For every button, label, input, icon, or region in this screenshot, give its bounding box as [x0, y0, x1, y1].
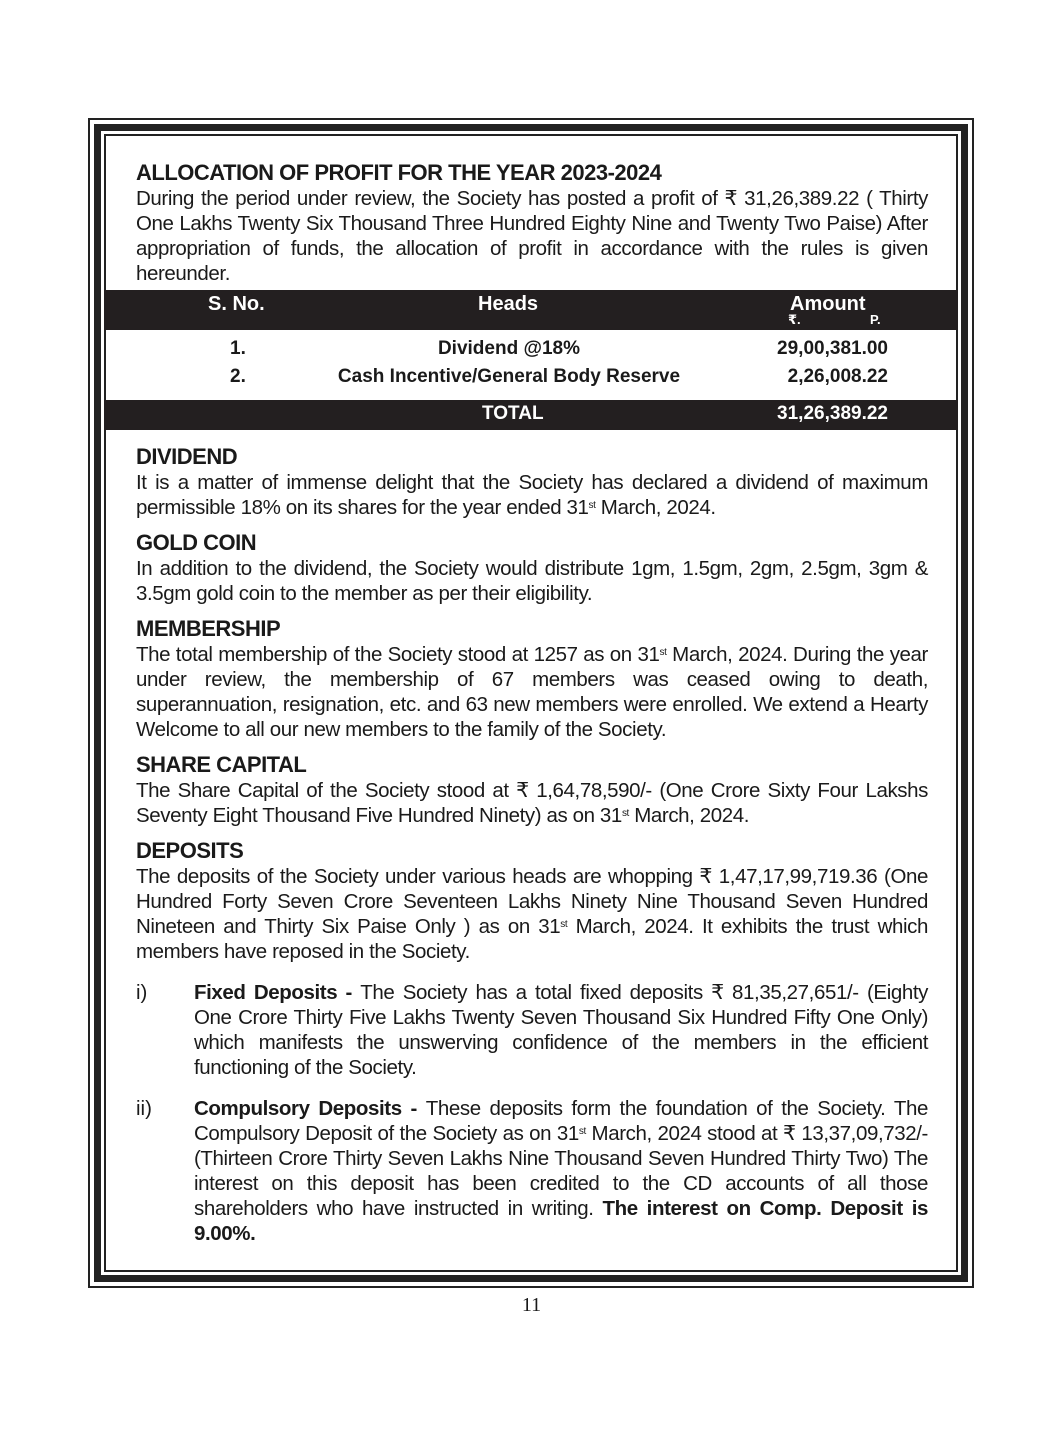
share-capital-text [136, 778, 928, 828]
deposits-text-a: The deposits of the Society under various heads are whopping ₹ 1,47,17,99,719.36 (One Hundred Forty Seven Crore Seventeen Lakhs Ninety Nine Thousand Seven Hundred Nineteen and Thirty Six Paise Only ) as on 31 [136, 865, 928, 938]
row-head: Dividend @18% [437, 338, 581, 359]
share-capital-sup: st [621, 808, 629, 819]
header-rupee: ₹. [788, 312, 801, 327]
share-capital-section [136, 752, 928, 828]
dividend-text [136, 470, 928, 520]
dividend-section [136, 444, 928, 520]
table-row [104, 338, 958, 366]
deposits-sup: st [560, 919, 568, 930]
compulsory-deposits-label: Compulsory Deposits - [194, 1097, 426, 1120]
page-content [136, 160, 928, 1246]
gold-coin-text: In addition to the dividend, the Society would distribute 1gm, 1.5gm, 2gm, 2.5gm, 3gm & 3.5gm gold coin to the member as per their eligibility. [136, 557, 928, 605]
share-capital-title: SHARE CAPITAL [136, 752, 307, 777]
total-amount: 31,26,389.22 [777, 403, 888, 424]
allocation-text: During the period under review, the Society has posted a profit of ₹ 31,26,389.22 ( Thirty One Lakhs Twenty Six Thousand Three Hundred Eighty Nine and Twenty Two Paise) After appropriation of funds, the allocation of profit in accordance with the rules is given hereunder. [136, 187, 928, 285]
membership-text-a: The total membership of the Society stood at 1257 as on 31 [136, 643, 660, 666]
fixed-deposits-label: Fixed Deposits - [194, 981, 361, 1004]
dividend-title: DIVIDEND [136, 444, 238, 469]
header-amount: Amount [790, 293, 866, 315]
share-capital-text-a: The Share Capital of the Society stood at ₹ 1,64,78,590/- (One Crore Sixty Four Lakshs Seventy Eight Thousand Five Hundred Ninety) as on 31 [136, 779, 928, 827]
compulsory-deposits-body-b: March, 2024 stood at ₹ 13,37,09,732/- (Thirteen Crore Thirty Seven Lakhs Nine Thousand Seven Hundred Thirty Two) The interest on this deposit has been credited to the CD accounts of all those shareholders who have instructed in writing. [194, 1122, 928, 1220]
row-head: Cash Incentive/General Body Reserve [337, 366, 681, 387]
compulsory-deposits-interest: The interest on Comp. Deposit is 9.00%. [194, 1197, 928, 1245]
row-sno: 2. [230, 366, 246, 387]
allocation-table [104, 290, 958, 430]
list-item-number: i) [136, 981, 148, 1004]
dividend-text-a: It is a matter of immense delight that the Society has declared a dividend of maximum permissible 18% on its shares for the year ended 31 [136, 471, 928, 519]
header-paise: P. [870, 312, 881, 327]
membership-section [136, 616, 928, 742]
deposits-title: DEPOSITS [136, 838, 244, 863]
compulsory-deposits-sup: st [578, 1126, 586, 1137]
membership-text-b: March, 2024. During the year under review, the membership of 67 members was ceased owing to death, superannuation, resignation, etc. and 63 new members were enrolled. We extend a Hearty Welcome to all our new members to the family of the Society. [136, 643, 928, 741]
gold-coin-section [136, 530, 928, 606]
page-number: 11 [521, 1294, 542, 1316]
compulsory-deposits-text [194, 1096, 928, 1246]
dividend-sup: st [588, 500, 596, 511]
deposits-section [136, 838, 928, 1246]
fixed-deposits-body: The Society has a total fixed deposits ₹ 81,35,27,651/- (Eighty One Crore Thirty Five Lakhs Twenty Seven Thousand Six Hundred Fifty One Only) which manifests the unswerving confidence of the members in the efficient functioning of the Society. [194, 981, 928, 1079]
share-capital-text-b: March, 2024. [628, 804, 750, 827]
row-amount: 2,26,008.22 [787, 366, 888, 387]
total-label: TOTAL [482, 403, 544, 424]
deposits-text-b: March, 2024. It exhibits the trust which members have reposed in the Society. [136, 915, 928, 963]
table-total-row [104, 400, 958, 430]
row-sno: 1. [230, 338, 246, 359]
header-heads: Heads [478, 293, 539, 315]
allocation-title: ALLOCATION OF PROFIT FOR THE YEAR 2023-2024 [136, 160, 662, 185]
gold-coin-title: GOLD COIN [136, 530, 257, 555]
row-amount: 29,00,381.00 [777, 338, 888, 359]
compulsory-deposits-body-a: These deposits form the foundation of the Society. The Compulsory Deposit of the Society as on 31 [194, 1097, 928, 1145]
header-sno: S. No. [208, 293, 265, 315]
table-body [104, 330, 958, 400]
dividend-text-b: March, 2024. [595, 496, 716, 519]
list-item-fixed-deposits [136, 980, 928, 1080]
deposits-list [136, 980, 928, 1246]
membership-title: MEMBERSHIP [136, 616, 281, 641]
table-header [104, 290, 958, 330]
fixed-deposits-text [194, 980, 928, 1080]
deposits-text [136, 864, 928, 964]
membership-sup: st [659, 647, 667, 658]
list-item-number: ii) [136, 1097, 152, 1120]
membership-text [136, 642, 928, 742]
list-item-compulsory-deposits [136, 1096, 928, 1246]
table-row [104, 366, 958, 394]
